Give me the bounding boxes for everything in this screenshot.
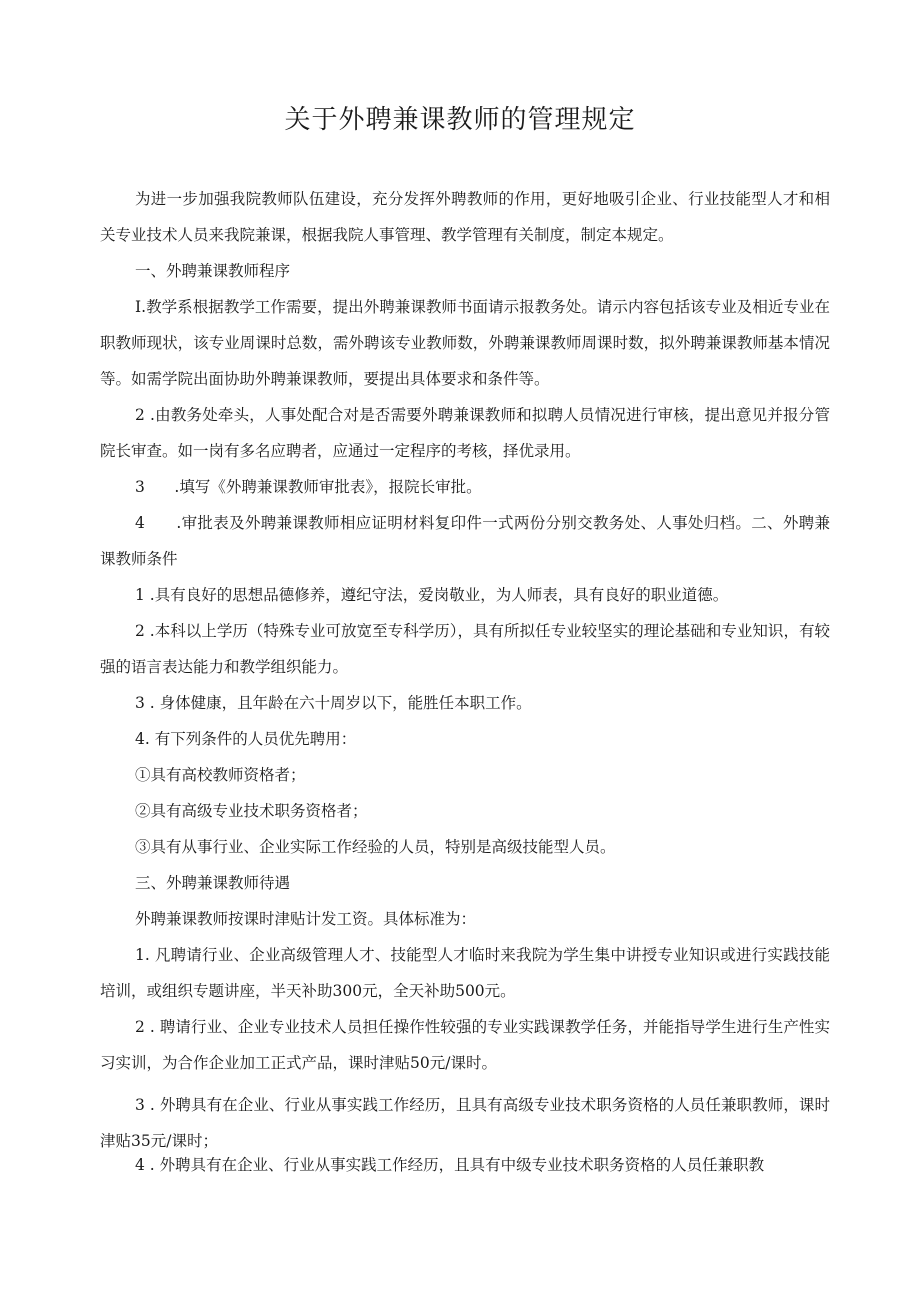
section2-item-5: ①具有高校教师资格者； [135, 766, 306, 784]
section1-item-3: 3 .填写《外聘兼课教师审批表》，报院长审批。 [135, 478, 482, 496]
section2-item-4: 4. 有下列条件的人员优先聘用： [135, 730, 357, 748]
section2-item-7: ③具有从事行业、企业实际工作经验的人员，特别是高级技能型人员。 [135, 838, 616, 856]
section3-item-4: 4 . 外聘具有在企业、行业从事实践工作经历，且具有中级专业技术职务资格的人员任兼职教 [135, 1156, 765, 1174]
section1-item-2: 2 .由教务处牵头，人事处配合对是否需要外聘兼课教师和拟聘人员情况进行审核，提出意见并报分管院长审查。如一岗有多名应聘者，应通过一定程序的考核，择优录用。 [100, 406, 830, 460]
section2-item-3: 3 . 身体健康，且年龄在六十周岁以下，能胜任本职工作。 [135, 694, 532, 712]
section3-item-3: 3 . 外聘具有在企业、行业从事实践工作经历，且具有高级专业技术职务资格的人员任兼职教师，课时津贴35元/课时； [100, 1096, 830, 1150]
section1-heading: 一、外聘兼课教师程序 [135, 262, 291, 280]
document-title: 关于外聘兼课教师的管理规定 [284, 105, 636, 135]
section2-item-6: ②具有高级专业技术职务资格者； [135, 802, 368, 820]
intro-paragraph: 为进一步加强我院教师队伍建设，充分发挥外聘教师的作用，更好地吸引企业、行业技能型人才和相关专业技术人员来我院兼课，根据我院人事管理、教学管理有关制度，制定本规定。 [100, 190, 830, 244]
section2-item-1: 1 .具有良好的思想品德修养，遵纪守法，爱岗敬业，为人师表，具有良好的职业道德。 [135, 586, 729, 604]
section3-item-2: 2 . 聘请行业、企业专业技术人员担任操作性较强的专业实践课教学任务，并能指导学生进行生产性实习实训，为合作企业加工正式产品，课时津贴50元/课时。 [100, 1018, 830, 1072]
section3-lead: 外聘兼课教师按课时津贴计发工资。具体标准为： [135, 910, 477, 928]
section2-item-2: 2 .本科以上学历（特殊专业可放宽至专科学历），具有所拟任专业较坚实的理论基础和专业知识，有较强的语言表达能力和教学组织能力。 [100, 622, 830, 676]
section3-heading: 三、外聘兼课教师待遇 [135, 874, 291, 892]
section3-item-1: 1. 凡聘请行业、企业高级管理人才、技能型人才临时来我院为学生集中讲授专业知识或进行实践技能培训，或组织专题讲座，半天补助300元，全天补助500元。 [100, 946, 830, 1000]
section1-item-1: I.教学系根据教学工作需要，提出外聘兼课教师书面请示报教务处。请示内容包括该专业及相近专业在职教师现状，该专业周课时总数，需外聘该专业教师数，外聘兼课教师周课时数，拟外聘兼课教师基本情况等。如需学院出面协助外聘兼课教师，要提出具体要求和条件等。 [100, 298, 830, 388]
section1-item-4: 4 .审批表及外聘兼课教师相应证明材料复印件一式两份分别交教务处、人事处归档。二、外聘兼课教师条件 [100, 514, 830, 568]
